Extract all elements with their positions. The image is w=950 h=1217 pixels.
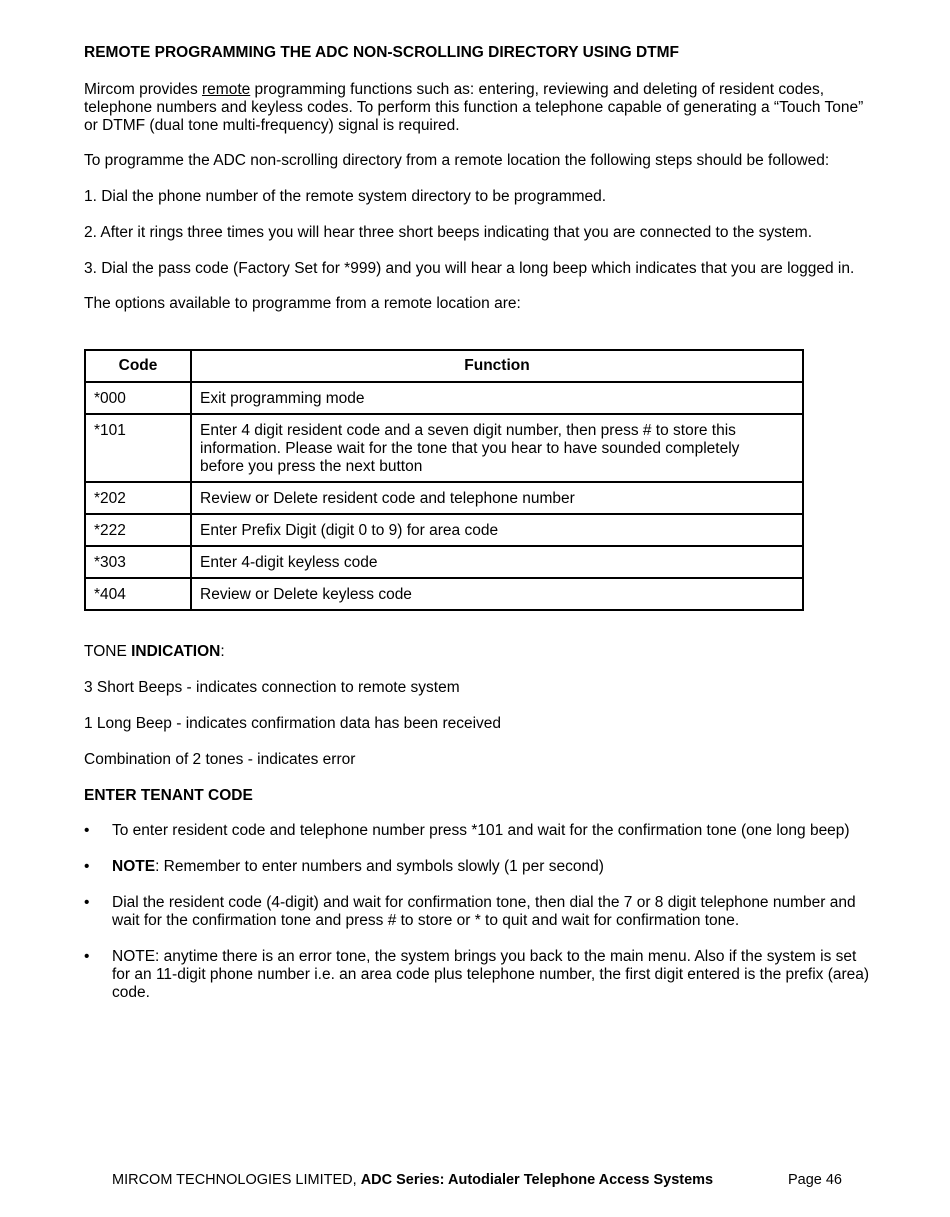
code-cell: *404 <box>85 578 191 610</box>
bullet-icon: • <box>84 948 90 965</box>
page-number: Page 46 <box>787 1172 842 1188</box>
step-1: 1. Dial the phone number of the remote system directory to be programmed. <box>84 188 607 205</box>
tone-heading-bold: INDICATION <box>131 643 221 660</box>
bullet-text: NOTE: anytime there is an error tone, the system brings you back to the main menu. Also if the system is set for an 11-digit phone number i.e. an area code plus telephone number, the first digit entered is the prefix (area) code. <box>112 948 870 1001</box>
list-item <box>84 822 874 840</box>
options-lead: The options available to programme from a remote location are: <box>84 295 521 312</box>
bullet-text: : Remember to enter numbers and symbols slowly (1 per second) <box>155 858 604 875</box>
function-cell: Enter 4-digit keyless code <box>191 546 803 578</box>
footer-product: ADC Series: Autodialer Telephone Access Systems <box>360 1172 714 1188</box>
bullet-note-bold: NOTE <box>112 858 156 875</box>
code-cell: *202 <box>85 482 191 514</box>
tone-heading-colon: : <box>220 643 225 660</box>
step-3: 3. Dial the pass code (Factory Set for *999) and you will hear a long beep which indicates that you are logged in. <box>84 260 855 277</box>
bullet-icon: • <box>84 822 90 839</box>
table-row <box>85 578 803 610</box>
function-cell: Review or Delete keyless code <box>191 578 803 610</box>
footer-title <box>112 1172 713 1188</box>
intro-after: programming functions such as: entering, reviewing and deleting of resident codes, telephone numbers and keyless codes. To perform this function a telephone capable of generating a “Touch Tone” or DTMF (dual tone multi-frequency) signal is required. <box>84 81 864 134</box>
code-cell: *303 <box>85 546 191 578</box>
code-cell: *000 <box>85 382 191 414</box>
function-cell: Enter 4 digit resident code and a seven digit number, then press # to store this information. Please wait for the tone that you hear to have sounded completely before you press the next button <box>191 414 803 482</box>
tone-item-error: Combination of 2 tones - indicates error <box>84 751 356 768</box>
page-title: REMOTE PROGRAMMING THE ADC NON-SCROLLING DIRECTORY USING DTMF <box>84 44 680 61</box>
table-row <box>85 482 803 514</box>
table-row <box>85 546 803 578</box>
lead-paragraph: To programme the ADC non-scrolling directory from a remote location the following steps should be followed: <box>84 152 830 169</box>
codes-table <box>84 349 804 611</box>
code-cell: *101 <box>85 414 191 482</box>
bullet-icon: • <box>84 894 90 911</box>
bullet-text: To enter resident code and telephone number press *101 and wait for the confirmation tone (one long beep) <box>112 822 850 839</box>
tone-item-short-beeps: 3 Short Beeps - indicates connection to remote system <box>84 679 460 696</box>
intro-before: Mircom provides <box>84 81 202 98</box>
bullet-text: Dial the resident code (4-digit) and wait for confirmation tone, then dial the 7 or 8 digit telephone number and wait for the confirmation tone and press # to store or * to quit and wait for confirmation tone. <box>112 894 856 929</box>
table-row <box>85 414 803 482</box>
tenant-bullet-list <box>84 822 874 1020</box>
tenant-heading: ENTER TENANT CODE <box>84 787 253 804</box>
tone-heading-plain: TONE <box>84 643 132 660</box>
intro-paragraph <box>84 81 874 135</box>
tone-heading <box>84 643 225 661</box>
tone-item-long-beep: 1 Long Beep - indicates confirmation data has been received <box>84 715 502 732</box>
list-item <box>84 858 874 876</box>
bullet-icon: • <box>84 858 90 875</box>
function-cell: Review or Delete resident code and telephone number <box>191 482 803 514</box>
table-row <box>85 382 803 414</box>
table-row <box>85 514 803 546</box>
header-code: Code <box>85 350 191 382</box>
header-function: Function <box>191 350 803 382</box>
code-cell: *222 <box>85 514 191 546</box>
function-cell: Exit programming mode <box>191 382 803 414</box>
footer-company: MIRCOM TECHNOLOGIES LIMITED, <box>112 1172 361 1188</box>
list-item <box>84 948 874 1002</box>
step-2: 2. After it rings three times you will hear three short beeps indicating that you are connected to the system. <box>84 224 813 241</box>
intro-underlined-word: remote <box>202 81 251 98</box>
function-cell: Enter Prefix Digit (digit 0 to 9) for area code <box>191 514 803 546</box>
table-header-row <box>85 350 803 382</box>
list-item <box>84 894 874 930</box>
